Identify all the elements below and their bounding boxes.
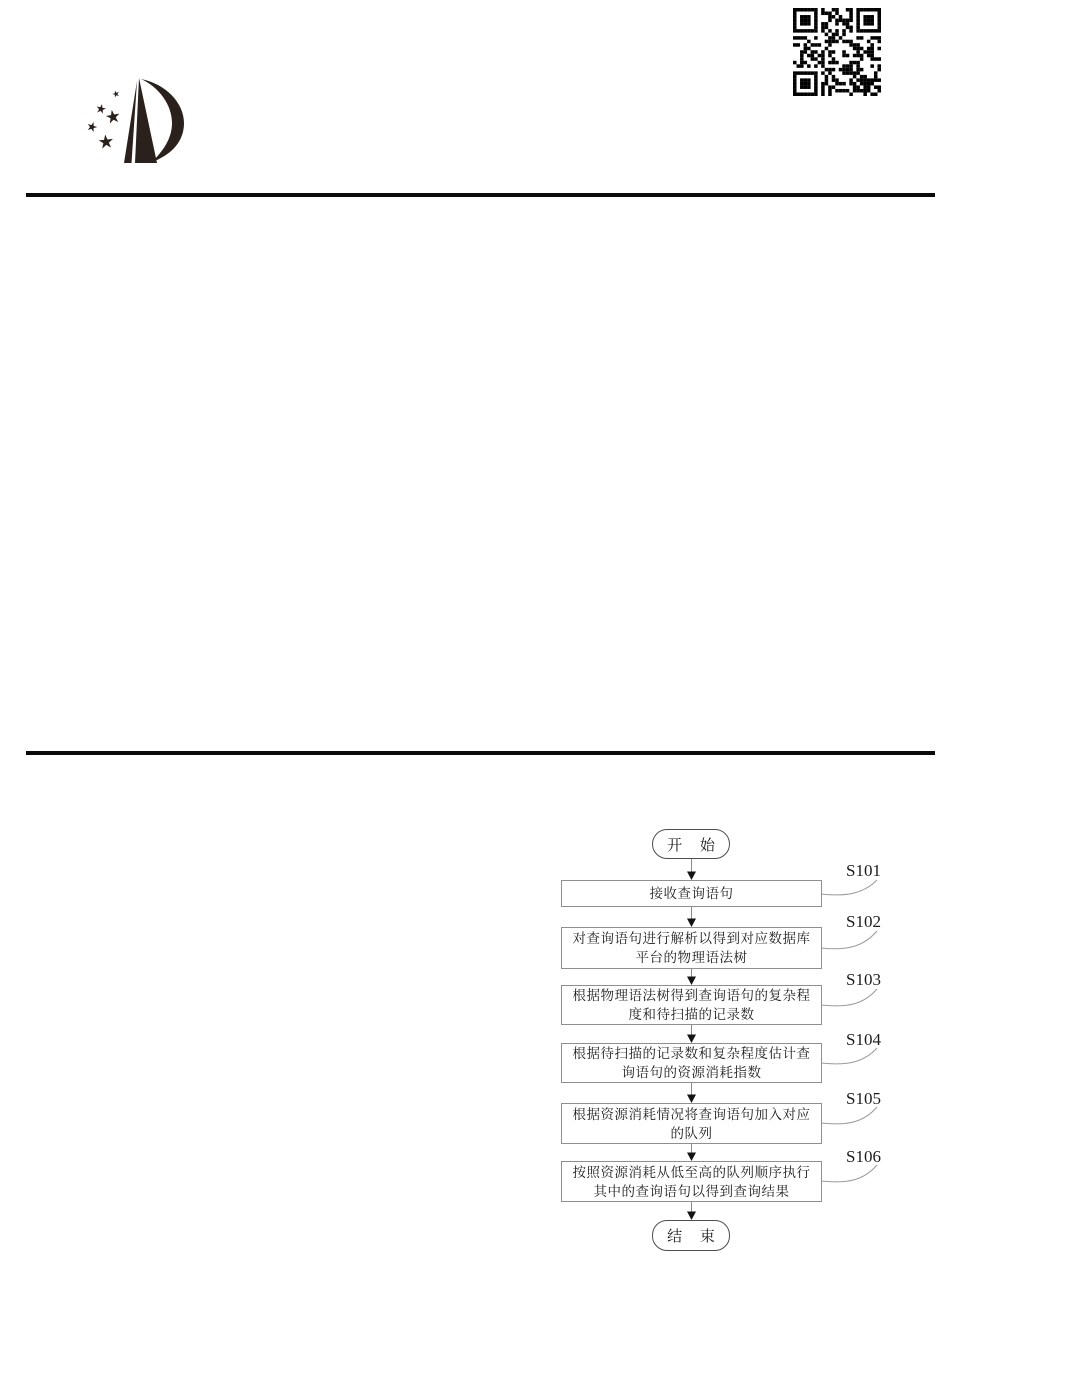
qr-modules	[793, 8, 881, 96]
cnipa-logo-icon	[84, 76, 192, 168]
step-box-s105: 根据资源消耗情况将查询语句加入对应的队列	[561, 1103, 822, 1144]
step-box-s104: 根据待扫描的记录数和复杂程度估计查询语句的资源消耗指数	[561, 1043, 822, 1083]
step-label-s102: S102	[846, 912, 881, 931]
emblem-shapes	[86, 78, 184, 163]
step-label-s104: S104	[846, 1030, 881, 1049]
step-label-s105: S105	[846, 1089, 881, 1108]
divider-top	[26, 193, 935, 197]
qr-code	[793, 8, 881, 96]
step-box-s101: 接收查询语句	[561, 880, 822, 907]
step-box-s106: 按照资源消耗从低至高的队列顺序执行其中的查询语句以得到查询结果	[561, 1161, 822, 1202]
divider-bottom	[26, 751, 935, 755]
step-label-s106: S106	[846, 1147, 881, 1166]
end-terminal: 结 束	[652, 1220, 730, 1251]
start-terminal: 开 始	[652, 829, 730, 859]
step-box-s103: 根据物理语法树得到查询语句的复杂程度和待扫描的记录数	[561, 985, 822, 1025]
step-box-s102: 对查询语句进行解析以得到对应数据库平台的物理语法树	[561, 927, 822, 969]
step-label-s103: S103	[846, 970, 881, 989]
step-label-s101: S101	[846, 861, 881, 880]
